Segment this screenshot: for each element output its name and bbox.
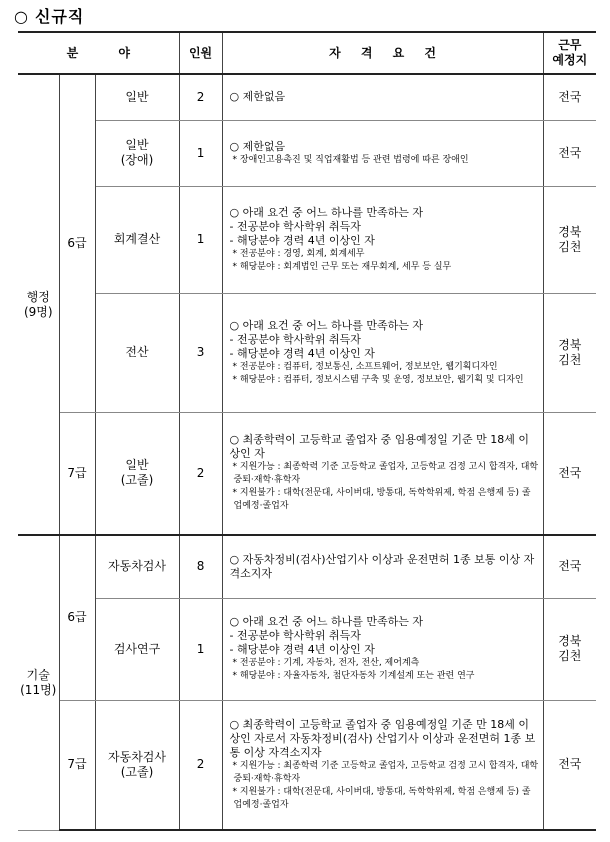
job-cell <box>95 120 179 186</box>
requirement-line: ○ 제한없음 <box>229 90 286 104</box>
requirement-note: * 지원불가 : 대학(전문대, 사이버대, 방통대, 독학학위제, 학점 은행제 등) 졸업예정·졸업자 <box>232 786 531 810</box>
job-title: 일반 <box>125 89 149 104</box>
header-row <box>18 32 596 74</box>
headcount: 1 <box>196 232 205 246</box>
table-row <box>18 293 596 412</box>
count-cell <box>179 74 222 120</box>
location: 전국 <box>558 145 582 160</box>
requirement-line: - 해당분야 경력 4년 이상인 자 <box>229 233 375 247</box>
requirement-note: * 지원불가 : 대학(전문대, 사이버대, 방통대, 독학학위제, 학점 은행제 등) 졸업예정·졸업자 <box>232 488 531 512</box>
header-field: 분 야 <box>18 32 179 74</box>
grade-cell: 7급 <box>59 700 95 830</box>
location-cell <box>543 120 596 186</box>
count-cell <box>179 700 222 830</box>
requirement-note: * 장애인고용촉진 및 직업재활법 등 관련 법령에 따른 장애인 <box>232 154 469 165</box>
section-marker: ○ <box>14 7 29 26</box>
job-title: 전산 <box>125 345 149 359</box>
job-subtitle: (고졸) <box>120 764 154 779</box>
group-admin <box>18 74 59 535</box>
location: 경북 김천 <box>558 634 582 663</box>
requirement-line: ○ 최종학력이 고등학교 졸업자 중 임용예정일 기준 만 18세 이상인 자로서 자동차정비(검사) 산업기사 이상과 운전면허 1종 보통 이상 자격소지자 <box>229 717 536 759</box>
count-cell <box>179 120 222 186</box>
table-row <box>18 412 596 535</box>
grade-cell: 6급 <box>59 74 95 412</box>
requirement-line: ○ 자동차정비(검사)산업기사 이상과 운전면허 1종 보통 이상 자격소지자 <box>229 552 535 580</box>
job-title: 자동차검사 <box>108 749 166 764</box>
requirement-note: * 지원가능 : 최종학력 기준 고등학교 졸업자, 고등학교 검정 고시 합격자, 대학 중퇴·재학·휴학자 <box>232 462 539 486</box>
requirements-cell <box>222 186 543 293</box>
location-cell <box>543 74 596 120</box>
headcount: 1 <box>196 641 205 656</box>
job-cell <box>95 186 179 293</box>
section-title <box>14 4 84 27</box>
location: 전국 <box>558 559 582 574</box>
requirements-cell <box>222 412 543 535</box>
requirements-cell <box>222 120 543 186</box>
requirement-note: * 해당분야 : 자율자동차, 첨단자동차 기계설계 또는 관련 연구 <box>232 671 475 681</box>
location: 전국 <box>558 757 582 772</box>
table-row <box>18 74 596 120</box>
job-title: 검사연구 <box>113 641 161 656</box>
job-subtitle: (장애) <box>120 153 154 167</box>
job-subtitle: (고졸) <box>120 473 154 488</box>
header-requirements: 자 격 요 건 <box>222 32 543 74</box>
location-cell <box>543 293 596 412</box>
section-title-text: 신규직 <box>34 7 85 26</box>
job-cell <box>95 412 179 535</box>
group-sub: (9명) <box>23 304 53 319</box>
job-title: 회계결산 <box>113 232 161 246</box>
headcount: 8 <box>196 559 205 574</box>
job-title: 일반 <box>125 138 149 152</box>
headcount: 3 <box>196 345 205 359</box>
table-row <box>18 186 596 293</box>
requirement-line: - 해당분야 경력 4년 이상인 자 <box>229 346 375 360</box>
location: 전국 <box>558 465 582 480</box>
requirement-note: * 지원가능 : 최종학력 기준 고등학교 졸업자, 고등학교 검정 고시 합격자, 대학 중퇴·재학·휴학자 <box>232 760 539 784</box>
count-cell <box>179 293 222 412</box>
count-cell <box>179 598 222 700</box>
requirement-note: * 해당분야 : 회계법인 근무 또는 재무회계, 세무 등 실무 <box>232 261 452 272</box>
requirement-line: - 전공분야 학사학위 취득자 <box>229 219 361 233</box>
grade-cell: 7급 <box>59 412 95 535</box>
headcount: 2 <box>196 757 205 772</box>
count-cell <box>179 412 222 535</box>
header-count: 인원 <box>179 32 222 74</box>
requirement-line: ○ 아래 요건 중 어느 하나를 만족하는 자 <box>229 205 423 219</box>
job-cell <box>95 598 179 700</box>
requirement-note: * 전공분야 : 컴퓨터, 정보통신, 소프트웨어, 정보보안, 웹기획디자인 <box>232 361 498 372</box>
requirement-line: ○ 최종학력이 고등학교 졸업자 중 임용예정일 기준 만 18세 이상인 자 <box>229 433 529 461</box>
requirement-line: - 전공분야 학사학위 취득자 <box>229 629 361 642</box>
count-cell <box>179 535 222 598</box>
requirements-cell <box>222 74 543 120</box>
requirements-cell <box>222 293 543 412</box>
job-cell <box>95 74 179 120</box>
recruitment-table <box>18 31 596 831</box>
requirement-line: ○ 아래 요건 중 어느 하나를 만족하는 자 <box>229 318 423 332</box>
requirement-line: ○ 아래 요건 중 어느 하나를 만족하는 자 <box>229 615 423 628</box>
group-sub: (11명) <box>20 682 57 697</box>
table-row <box>18 120 596 186</box>
headcount: 1 <box>196 145 205 160</box>
grade-cell: 6급 <box>59 535 95 700</box>
job-cell <box>95 535 179 598</box>
job-cell <box>95 700 179 830</box>
count-cell <box>179 186 222 293</box>
requirement-line: ○ 제한없음 <box>229 139 286 153</box>
location: 전국 <box>558 89 582 104</box>
table-row <box>18 535 596 598</box>
requirement-line: - 전공분야 학사학위 취득자 <box>229 332 361 346</box>
header-location: 근무 예정지 <box>543 32 596 74</box>
location: 경북 김천 <box>558 224 582 254</box>
group-tech <box>18 535 59 830</box>
requirement-note: * 전공분야 : 경영, 회계, 회계세무 <box>232 248 365 259</box>
location-cell <box>543 412 596 535</box>
job-cell <box>95 293 179 412</box>
requirements-cell <box>222 535 543 598</box>
headcount: 2 <box>196 89 205 104</box>
job-title: 일반 <box>125 458 149 473</box>
group-label: 행정 <box>26 289 50 304</box>
requirement-line: - 해당분야 경력 4년 이상인 자 <box>229 643 375 656</box>
requirement-note: * 전공분야 : 기계, 자동차, 전자, 전산, 제어계측 <box>232 658 420 668</box>
requirements-cell <box>222 700 543 830</box>
location-cell <box>543 598 596 700</box>
job-title: 자동차검사 <box>108 559 166 574</box>
location-cell <box>543 535 596 598</box>
group-label: 기술 <box>26 667 50 682</box>
headcount: 2 <box>196 465 205 480</box>
table-row <box>18 598 596 700</box>
table-row <box>18 700 596 830</box>
location-cell <box>543 186 596 293</box>
location-cell <box>543 700 596 830</box>
requirements-cell <box>222 598 543 700</box>
requirement-note: * 해당분야 : 컴퓨터, 정보시스템 구축 및 운영, 정보보안, 웹기획 및 디자인 <box>232 374 524 385</box>
location: 경북 김천 <box>558 337 582 367</box>
